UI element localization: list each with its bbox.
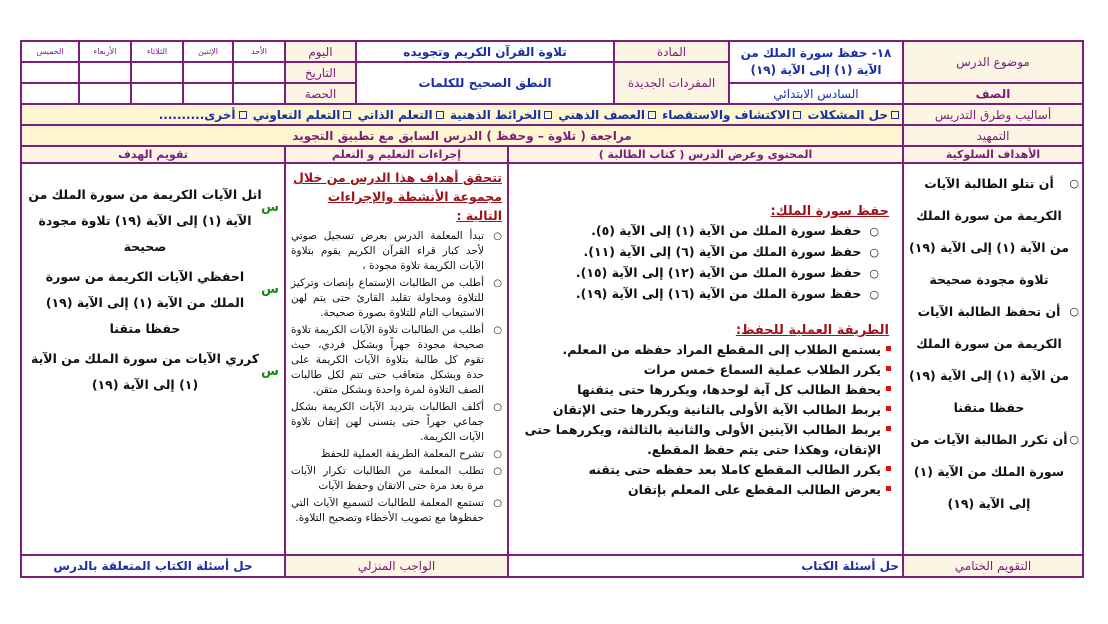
methods-label: أساليب وطرق التدريس: [903, 104, 1083, 125]
day-monday: الإثنين: [183, 41, 233, 62]
procedure-item: ○ أطلب من الطالبات الإستماع بإنصات وتركيز للتلاوة ومحاولة تقليد القارئ حتى يتم لهن الاستيعاب التام للتلاوة بصورة صحيحة.: [291, 277, 502, 319]
procedure-item: ○ تستمع المعلمة للطالبات لتسميع الآيات التي حفظوها مع تصويب الأخطاء وتصحيح التلاوة.: [291, 497, 502, 524]
procedure-item: ○ أكلف الطالبات بترديد الآيات الكريمة بشكل جماعي جهراً حتى يتسنى لهن إتقان تلاوة الآيات الكريمة.: [291, 401, 502, 443]
circle-bullet-icon: ○: [493, 325, 502, 336]
content-header: المحتوى وعرض الدرس ( كتاب الطالبة ): [508, 146, 903, 163]
circle-bullet-icon: ○: [1069, 433, 1079, 446]
procedure-item: ○ تبدأ المعلمة الدرس بعرض تسجيل صوتي لأحد كبار قراء القرآن الكريم يقوم بتلاوة الآيات الكريمة تلاوة مجودة ،: [291, 230, 502, 272]
circle-bullet-icon: ○: [869, 267, 879, 280]
method-item: التعلم الذاتي: [357, 107, 433, 122]
checkbox-icon: [343, 111, 351, 119]
period-label: الحصة: [285, 83, 356, 104]
step-item: يربط الطالب الآية الأولى بالثانية ويكررها حتى الإتقان: [514, 400, 891, 420]
procedures-cell: [285, 163, 508, 555]
checkbox-icon: [793, 111, 801, 119]
subject-label: المادة: [614, 41, 729, 62]
intro-value: مراجعة ( تلاوة – وحفظ ) الدرس السابق مع تطبيق التجويد: [21, 125, 903, 146]
day-label: اليوم: [285, 41, 356, 62]
date-cell: [131, 62, 183, 83]
procedures-title: تتحقق أهداف هذا الدرس من خلال مجموعة الأنشطة والإجراءات التالية :: [293, 170, 502, 223]
date-label: التاريخ: [285, 62, 356, 83]
method-item: التعلم التعاوني: [252, 107, 341, 122]
procedure-item: ○ أطلب من الطالبات تلاوة الآيات الكريمة تلاوة صحيحة مجودة جهراً وبشكل فردي، حيث تقوم كل طالبة بتلاوة الآيات الكريمة على حدة وبشكل متعاقب حتى تتم لكل طالبات الصف التلاوة لمرة واحدة وبشكل متقن.: [291, 324, 502, 396]
circle-bullet-icon: ○: [869, 246, 879, 259]
procedure-item: ○ تطلب المعلمة من الطالبات تكرار الآيات مرة بعد مرة حتى الاتقان وحفظ الآيات: [291, 465, 502, 492]
sura-item: ○حفظ سورة الملك من الآية (٦) إلى الآية (١١).: [583, 244, 879, 259]
circle-bullet-icon: ○: [493, 402, 502, 413]
square-bullet-icon: [886, 486, 891, 491]
method-item: حل المشكلات: [807, 107, 888, 122]
checkbox-icon: [891, 111, 899, 119]
square-bullet-icon: [886, 366, 891, 371]
evaluation-item: س اتل الآيات الكريمة من سورة الملك من الآية (١) إلى الآية (١٩) تلاوة مجودة صحيحة: [27, 182, 279, 260]
period-cell: [183, 83, 233, 104]
period-cell: [79, 83, 131, 104]
method-item: أخرى..........: [158, 107, 236, 122]
question-marker: س: [261, 200, 279, 215]
lesson-plan-table: [20, 40, 1084, 578]
checkbox-icon: [239, 111, 247, 119]
checkbox-icon: [436, 111, 444, 119]
objectives-cell: [903, 163, 1083, 555]
homework-value: حل أسئلة الكتاب المتعلقة بالدرس: [21, 555, 285, 577]
lesson-plan-sheet: [20, 40, 1082, 598]
sura-item: ○حفظ سورة الملك من الآية (١) إلى الآية (٥).: [591, 223, 879, 238]
date-cell: [79, 62, 131, 83]
vocab-value: النطق الصحيح للكلمات: [356, 62, 614, 104]
circle-bullet-icon: ○: [1069, 177, 1079, 190]
square-bullet-icon: [886, 386, 891, 391]
circle-bullet-icon: ○: [869, 225, 879, 238]
homework-label: الواجب المنزلي: [285, 555, 508, 577]
evaluation-item: س احفظي الآيات الكريمة من سورة الملك من الآية (١) إلى الآية (١٩) حفظا متقنا: [27, 264, 279, 342]
question-marker: س: [261, 364, 279, 379]
topic-value: ١٨- حفظ سورة الملك من الآية (١) إلى الآية (١٩): [729, 41, 903, 83]
circle-bullet-icon: ○: [493, 466, 502, 477]
step-item: يحفظ الطالب كل آية لوحدها، ويكررها حتى يتقنها: [514, 380, 891, 400]
checkbox-icon: [648, 111, 656, 119]
sura-item: ○حفظ سورة الملك من الآية (١٢) إلى الآية (١٥).: [575, 265, 879, 280]
content-cell: [508, 163, 903, 555]
final-eval-label: التقويم الختامي: [903, 555, 1083, 577]
square-bullet-icon: [886, 406, 891, 411]
square-bullet-icon: [886, 346, 891, 351]
objectives-header: الأهداف السلوكية: [903, 146, 1083, 163]
class-value: السادس الابتدائي: [729, 83, 903, 104]
subject-value: تلاوة القرآن الكريم وتجويده: [356, 41, 614, 62]
day-sunday: الأحد: [233, 41, 285, 62]
circle-bullet-icon: ○: [1069, 305, 1079, 318]
period-cell: [21, 83, 79, 104]
intro-label: التمهيد: [903, 125, 1083, 146]
method-title: الطريقة العملية للحفظ:: [735, 323, 889, 338]
topic-label: موضوع الدرس: [903, 41, 1083, 83]
method-item: الاكتشاف والاستقصاء: [662, 107, 791, 122]
step-item: يكرر الطالب المقطع كاملا بعد حفظه حتى يتقنه: [514, 460, 891, 480]
objective-item: ○ أن تتلو الطالبة الآيات الكريمة من سورة الملك من الآية (١) إلى الآية (١٩) تلاوة مجودة صحيحة: [909, 168, 1077, 296]
sura-item: ○حفظ سورة الملك من الآية (١٦) إلى الآية (١٩).: [575, 286, 879, 301]
step-item: يكرر الطلاب عملية السماع خمس مرات: [514, 360, 891, 380]
objective-item: ○ أن تحفظ الطالبة الآيات الكريمة من سورة الملك من الآية (١) إلى الآية (١٩) حفظا متقنا: [909, 296, 1077, 424]
date-cell: [183, 62, 233, 83]
methods-list: [21, 104, 903, 125]
evaluation-item: س كرري الآيات من سورة الملك من الآية (١) إلى الآية (١٩): [27, 346, 279, 398]
method-item: الخرائط الذهنية: [449, 107, 542, 122]
checkbox-icon: [544, 111, 552, 119]
class-label: الصف: [903, 83, 1083, 104]
question-marker: س: [261, 282, 279, 297]
circle-bullet-icon: ○: [869, 288, 879, 301]
square-bullet-icon: [886, 426, 891, 431]
square-bullet-icon: [886, 466, 891, 471]
step-item: يستمع الطلاب إلى المقطع المراد حفظه من المعلم.: [514, 340, 891, 360]
circle-bullet-icon: ○: [493, 278, 502, 289]
date-cell: [233, 62, 285, 83]
final-eval-value: حل أسئلة الكتاب: [508, 555, 903, 577]
circle-bullet-icon: ○: [493, 498, 502, 509]
circle-bullet-icon: ○: [493, 449, 502, 460]
day-wednesday: الأربعاء: [79, 41, 131, 62]
day-thursday: الخميس: [21, 41, 79, 62]
step-item: يعرض الطالب المقطع على المعلم بإتقان: [514, 480, 891, 500]
evaluation-cell: [21, 163, 285, 555]
period-cell: [233, 83, 285, 104]
method-item: العصف الذهني: [558, 107, 645, 122]
period-cell: [131, 83, 183, 104]
content-title: حفظ سورة الملك:: [770, 204, 889, 219]
objective-item: ○ أن تكرر الطالبة الآيات من سورة الملك من الآية (١) إلى الآية (١٩): [909, 424, 1077, 520]
step-item: يربط الطالب الآيتين الأولى والثانية بالثالثة، ويكررهما حتى الإتقان، وهكذا حتى يتم حفظ المقطع.: [514, 420, 891, 460]
procedures-header: إجراءات التعليم و التعلم: [285, 146, 508, 163]
day-tuesday: الثلاثاء: [131, 41, 183, 62]
evaluation-header: تقويم الهدف: [21, 146, 285, 163]
procedure-item: ○ تشرح المعلمة الطريقة العملية للحفظ: [320, 448, 502, 460]
date-cell: [21, 62, 79, 83]
circle-bullet-icon: ○: [493, 231, 502, 242]
vocab-label: المفردات الجديدة: [614, 62, 729, 104]
